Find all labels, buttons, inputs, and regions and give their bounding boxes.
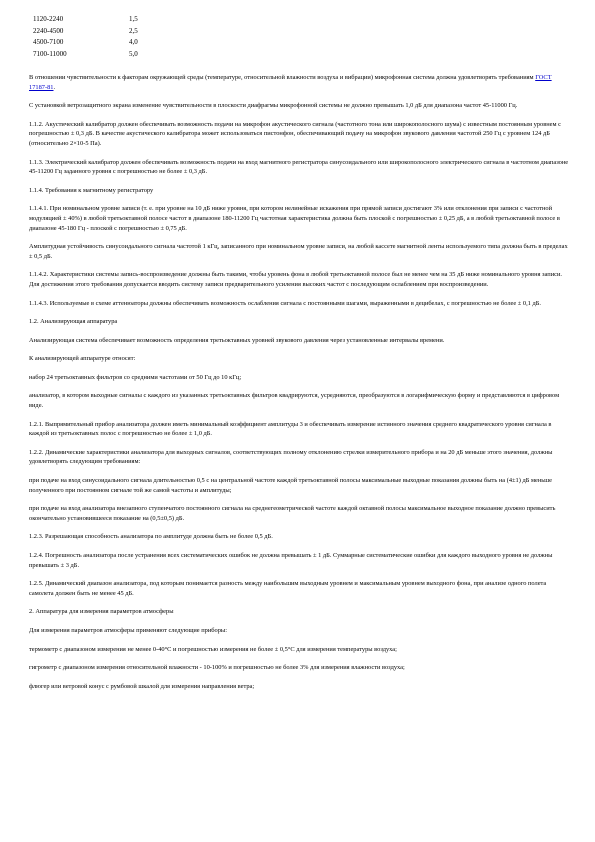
- list-item-hygrometer: гигрометр с диапазоном измерения относительной влажности - 10-100% и погрешностью не более 3% для измерения влажности воздуха;: [29, 664, 405, 672]
- paragraph-1-1-4-1: 1.1.4.1. При номинальном уровне записи (т. е. при уровне на 10 дБ ниже уровня, при котором нелинейные искажения при прямой записи достигают 3% или отклонения при записи с частотной модуляцией ± 40%) в любой третьоктавной полосе частот в диапазоне 180-11200 Гц частотная характеристика должна быть плоской с погрешностью ± 0,25 дБ, а в любой третьоктавной полосе в диапазоне 45-180 Гц - плоской с погрешностью ± 0,75 дБ.: [29, 205, 560, 232]
- frequency-band-cell: 1120-2240: [33, 15, 64, 23]
- heading-2: 2. Аппаратура для измерения параметров атмосферы: [29, 608, 174, 616]
- environment-text-end: .: [53, 83, 56, 91]
- paragraph-step-input: при подаче на вход анализатора внезапного ступенчатого постоянного сигнала на среднегеометрической частоте каждой октавной полосы максимальное выходное показание должно превысить окончательно установившееся показание на (0,5±0,5) дБ.: [29, 505, 556, 522]
- paragraph-instruments-intro: Для измерения параметров атмосферы применяют следующие приборы:: [29, 626, 227, 634]
- paragraph-1-1-4-3: 1.1.4.3. Используемые в схеме аттенюаторы должны обеспечивать возможность ослабления сигнала с постоянными шагами, выраженными в децибелах, с погрешностью не более ± 0,1 дБ.: [29, 299, 541, 307]
- gost-link[interactable]: ГОСТ 17187-81: [29, 74, 552, 91]
- paragraph-1-1-2: 1.1.2. Акустический калибратор должен обеспечивать возможность подачи на микрофон акустического сигнала (частотного тона или широкополосного шума) с известным постоянным уровнем с погрешностью ± 0,3 дБ. В качестве акустического калибратора может использоваться пистонфон, обеспечивающий подачу на микрофон звукового давления частотой 250 Гц с уровнем 124 дБ (относительно 2×10-5 Па).: [29, 120, 561, 147]
- paragraph-includes: К анализирующей аппаратуре относят:: [29, 355, 136, 363]
- list-item-wind-vane: флюгер или ветровой конус с румбовой шкалой для измерения направления ветра;: [29, 682, 255, 690]
- paragraph-windscreen: С установкой ветрозащитного экрана изменение чувствительности в плоскости диафрагмы микрофонной системы не должно превышать 1,0 дБ для диапазона частот 45-11000 Гц.: [29, 102, 518, 110]
- paragraph-sine-input: при подаче на вход синусоидального сигнала длительностью 0,5 с на центральной частоте каждой третьоктавной полосы максимальные выходные показания должны быть на (4±1) дБ меньше полученного при постоянном сигнале той же самой частоты и амплитуды;: [29, 477, 552, 494]
- environment-text: В отношении чувствительности к факторам окружающей среды (температуре, относительной влажности воздуха и вибрации) микрофонная система должна удовлетворять требованиям: [29, 74, 536, 81]
- frequency-tolerance-table: [33, 14, 138, 60]
- tolerance-value-cell: 1,5: [129, 15, 138, 23]
- paragraph-1-1-4-2: 1.1.4.2. Характеристики системы запись-воспроизведение должны быть такими, чтобы уровень фона в любой третьоктавной полосе был не менее чем на 35 дБ ниже номинального уровня записи. Для достижения этого требования допускается вводить систему записи предварительного усиления высоких частот с последующим ослаблением при воспроизведении.: [29, 271, 563, 288]
- table-row: [33, 37, 138, 49]
- paragraph-1-2-1: 1.2.1. Выпрямительный прибор анализатора должен иметь минимальный коэффициент амплитуды 3 и обеспечивать измерение истинного значения среднего квадратического уровня сигнала в каждой из третьоктавных полос с погрешностью не более ± 1,0 дБ.: [29, 420, 552, 438]
- table-row: [33, 26, 138, 38]
- paragraph-1-2-4: 1.2.4. Погрешность анализатора после устранения всех систематических ошибок не должна превышать ± 1 дБ. Суммарные систематические ошибки для каждого выходного уровня не должны превышать ± 3 дБ.: [29, 552, 553, 569]
- tolerance-value-cell: 4,0: [129, 38, 138, 46]
- paragraph-1-1-3: 1.1.3. Электрический калибратор должен обеспечивать возможность подачи на вход магнитного регистратора синусоидального или широкополосного электрического сигнала в частотном диапазоне 45-11200 Гц заданного уровня с погрешностью не более ± 0,3 дБ.: [29, 158, 569, 176]
- paragraph-environment: [29, 73, 569, 92]
- heading-1-2: 1.2. Анализирующая аппаратура: [29, 318, 118, 326]
- tolerance-value-cell: 2,5: [129, 26, 138, 35]
- tolerance-value-cell: 5,0: [129, 49, 138, 58]
- paragraph-1-2-5: 1.2.5. Динамический диапазон анализатора, под которым понимается разность между наибольшим выходным уровнем и максимальным уровнем выходного фона, при анализе одного полета самолета должен быть не менее 45 дБ.: [29, 580, 547, 597]
- heading-1-1-4: 1.1.4. Требования к магнитному регистратору: [29, 186, 154, 194]
- table-row: [33, 14, 138, 26]
- document-page: [29, 14, 569, 700]
- paragraph-1-2-3: 1.2.3. Разрешающая способность анализатора по амплитуде должна быть не более 0,5 дБ.: [29, 533, 273, 541]
- frequency-table-body: [33, 14, 138, 60]
- list-item-filters: набор 24 третьоктавных фильтров со средними частотами от 50 Гц до 10 кГц;: [29, 373, 242, 381]
- frequency-band-cell: 2240-4500: [33, 26, 64, 35]
- frequency-band-cell: 7100-11000: [33, 49, 67, 58]
- frequency-band-cell: 4500-7100: [33, 38, 64, 46]
- list-item-thermometer: термометр с диапазоном измерения не менее 0-40°С и погрешностью измерения не более ± 0,5°С для измерения температуры воздуха;: [29, 645, 397, 653]
- paragraph-amplitude: Амплитудная устойчивость синусоидального сигнала частотой 1 кГц, записанного при номинальном уровне записи, на любой кассете магнитной ленты используемого типа должна быть в пределах ± 0,5 дБ.: [29, 243, 568, 260]
- list-item-analyzer: анализатор, в котором выходные сигналы с каждого из указанных третьоктавных фильтров квадрируются, усредняются, преобразуются в логарифмическую форму и представляются в цифровом виде.: [29, 392, 560, 410]
- paragraph-1-2-2: 1.2.2. Динамические характеристики анализатора для выходных сигналов, соответствующих полному отклонению стрелки измерительного прибора и на 20 дБ меньше этого значения, должны удовлетворять следующим требованиям:: [29, 448, 553, 466]
- table-row: [33, 49, 138, 61]
- paragraph-analyzing-system: Анализирующая система обеспечивает возможность определения третьоктавных уровней звукового давления через установленные интервалы времени.: [29, 336, 445, 344]
